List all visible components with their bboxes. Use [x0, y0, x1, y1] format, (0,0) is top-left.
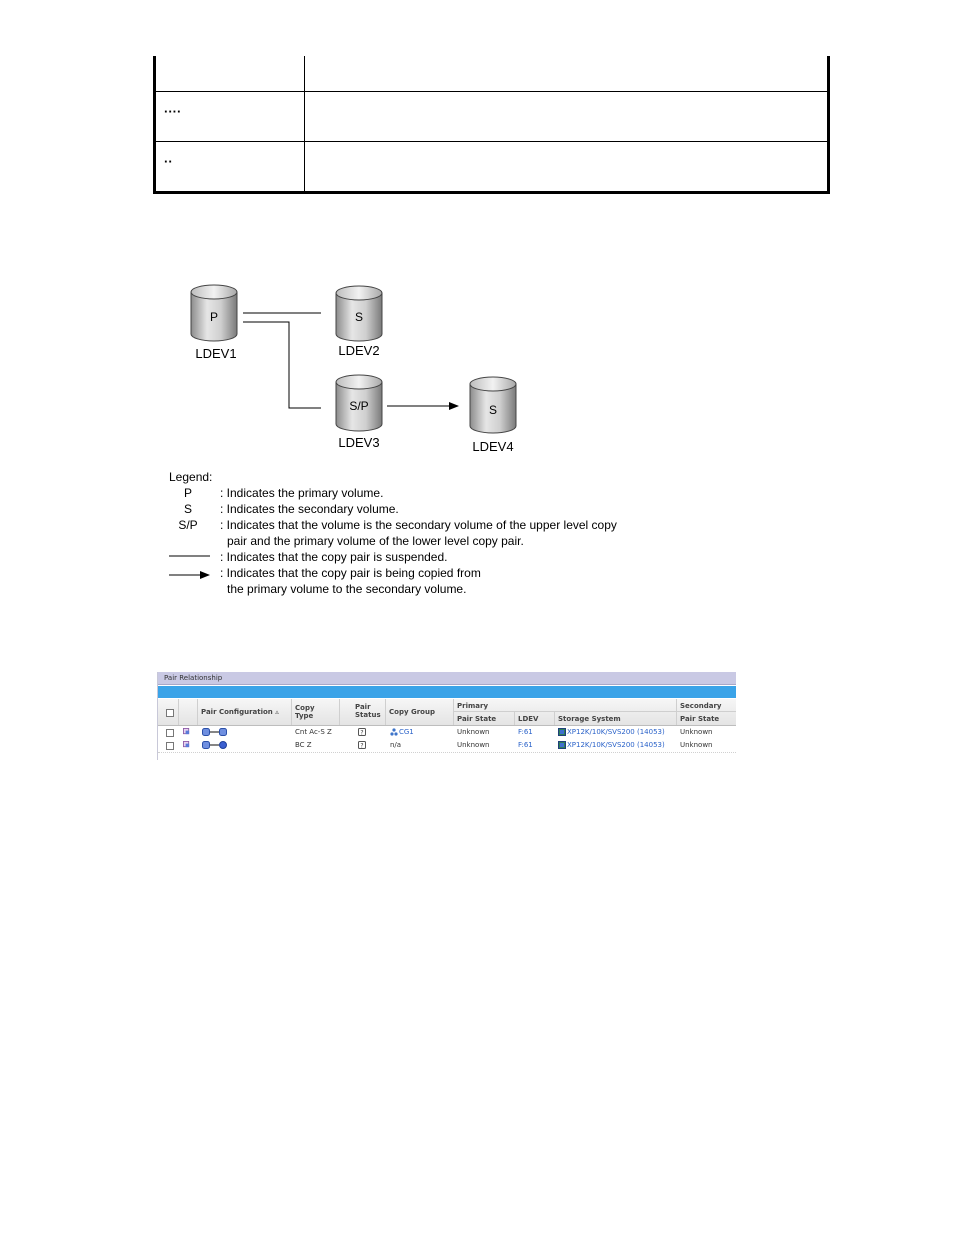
- storage-system-icon: [558, 741, 566, 749]
- volume-role: P: [209, 310, 219, 324]
- pair-relationship-panel: [157, 672, 736, 760]
- suspended-line: [243, 322, 321, 408]
- column-header-secondary-pair-state[interactable]: Pair State: [680, 715, 720, 723]
- volume-label: LDEV1: [195, 346, 237, 361]
- svg-text:?: ?: [360, 729, 364, 736]
- legend: [169, 470, 617, 596]
- row-checkbox[interactable]: [166, 742, 174, 750]
- volume-ldev3: [336, 375, 382, 450]
- legend-description: the primary volume to the secondary volume.: [227, 582, 467, 596]
- pair-status-unknown-icon: [358, 728, 366, 736]
- copy-group-link[interactable]: CG1: [399, 728, 414, 736]
- legend-description: : Indicates that the copy pair is being copied from: [220, 566, 481, 580]
- copy-type-cell: BC Z: [295, 741, 312, 749]
- volume-label: LDEV4: [472, 439, 514, 454]
- table-row[interactable]: [158, 726, 736, 740]
- copy-type-cell: Cnt Ac-S Z: [295, 728, 332, 736]
- table-cell: ····: [164, 104, 182, 119]
- pair-details-icon[interactable]: [183, 741, 190, 748]
- storage-system-icon: [558, 728, 566, 736]
- row-checkbox[interactable]: [166, 729, 174, 737]
- table-row[interactable]: [158, 739, 736, 753]
- storage-system-link[interactable]: XP12K/10K/SVS200 (14053): [567, 728, 665, 736]
- column-header-storage-system[interactable]: Storage System: [558, 715, 621, 723]
- storage-system-link[interactable]: XP12K/10K/SVS200 (14053): [567, 741, 665, 749]
- ldev-link[interactable]: F:61: [518, 741, 533, 749]
- table-header: [158, 699, 736, 726]
- select-all-checkbox[interactable]: [166, 709, 174, 717]
- column-header-ldev[interactable]: LDEV: [518, 715, 539, 723]
- volume-role: S/P: [349, 399, 369, 413]
- copy-group-icon: [390, 728, 398, 736]
- ldev-link[interactable]: F:61: [518, 728, 533, 736]
- volume-role: S: [354, 310, 364, 324]
- copy-group-cell: n/a: [390, 741, 402, 749]
- column-header-copy-type[interactable]: Copy Type: [295, 704, 315, 720]
- pair-configuration-icon: [202, 728, 228, 736]
- pair-details-icon[interactable]: [183, 728, 190, 735]
- pair-state-cell: Unknown: [457, 741, 490, 749]
- pair-status-unknown-icon: [358, 741, 366, 749]
- volume-label: LDEV2: [338, 343, 380, 358]
- column-header-pair-configuration[interactable]: Pair Configuration ▵: [201, 708, 279, 716]
- volume-ldev2: [336, 286, 382, 358]
- legend-symbol: P: [183, 486, 193, 500]
- legend-title: Legend:: [169, 470, 213, 484]
- column-header-pair-status[interactable]: Pair Status: [355, 703, 381, 719]
- column-group-primary: Primary: [457, 702, 489, 710]
- volume-ldev4: [470, 377, 516, 454]
- secondary-pair-state-cell: Unknown: [680, 741, 713, 749]
- column-group-secondary: Secondary: [680, 702, 722, 710]
- volume-role: S: [488, 403, 498, 417]
- volume-label: LDEV3: [338, 435, 380, 450]
- pair-configuration-icon: [202, 741, 228, 749]
- table-cell: ··: [164, 154, 173, 169]
- secondary-pair-state-cell: Unknown: [680, 728, 713, 736]
- panel-title: Pair Relationship: [158, 672, 736, 685]
- pair-state-cell: Unknown: [457, 728, 490, 736]
- legend-description: pair and the primary volume of the lower level copy pair.: [227, 534, 524, 548]
- legend-description: : Indicates the secondary volume.: [220, 502, 399, 516]
- panel-toolbar: [158, 686, 736, 698]
- legend-description: : Indicates that the copy pair is suspended.: [220, 550, 448, 564]
- legend-description: : Indicates the primary volume.: [220, 486, 384, 500]
- legend-symbol: S/P: [178, 518, 198, 532]
- column-header-copy-group[interactable]: Copy Group: [389, 708, 435, 716]
- volume-ldev1: [191, 285, 237, 361]
- column-header-pair-state[interactable]: Pair State: [457, 715, 497, 723]
- svg-text:?: ?: [360, 742, 364, 749]
- legend-description: : Indicates that the volume is the secondary volume of the upper level copy: [220, 518, 617, 532]
- legend-symbol: S: [183, 502, 193, 516]
